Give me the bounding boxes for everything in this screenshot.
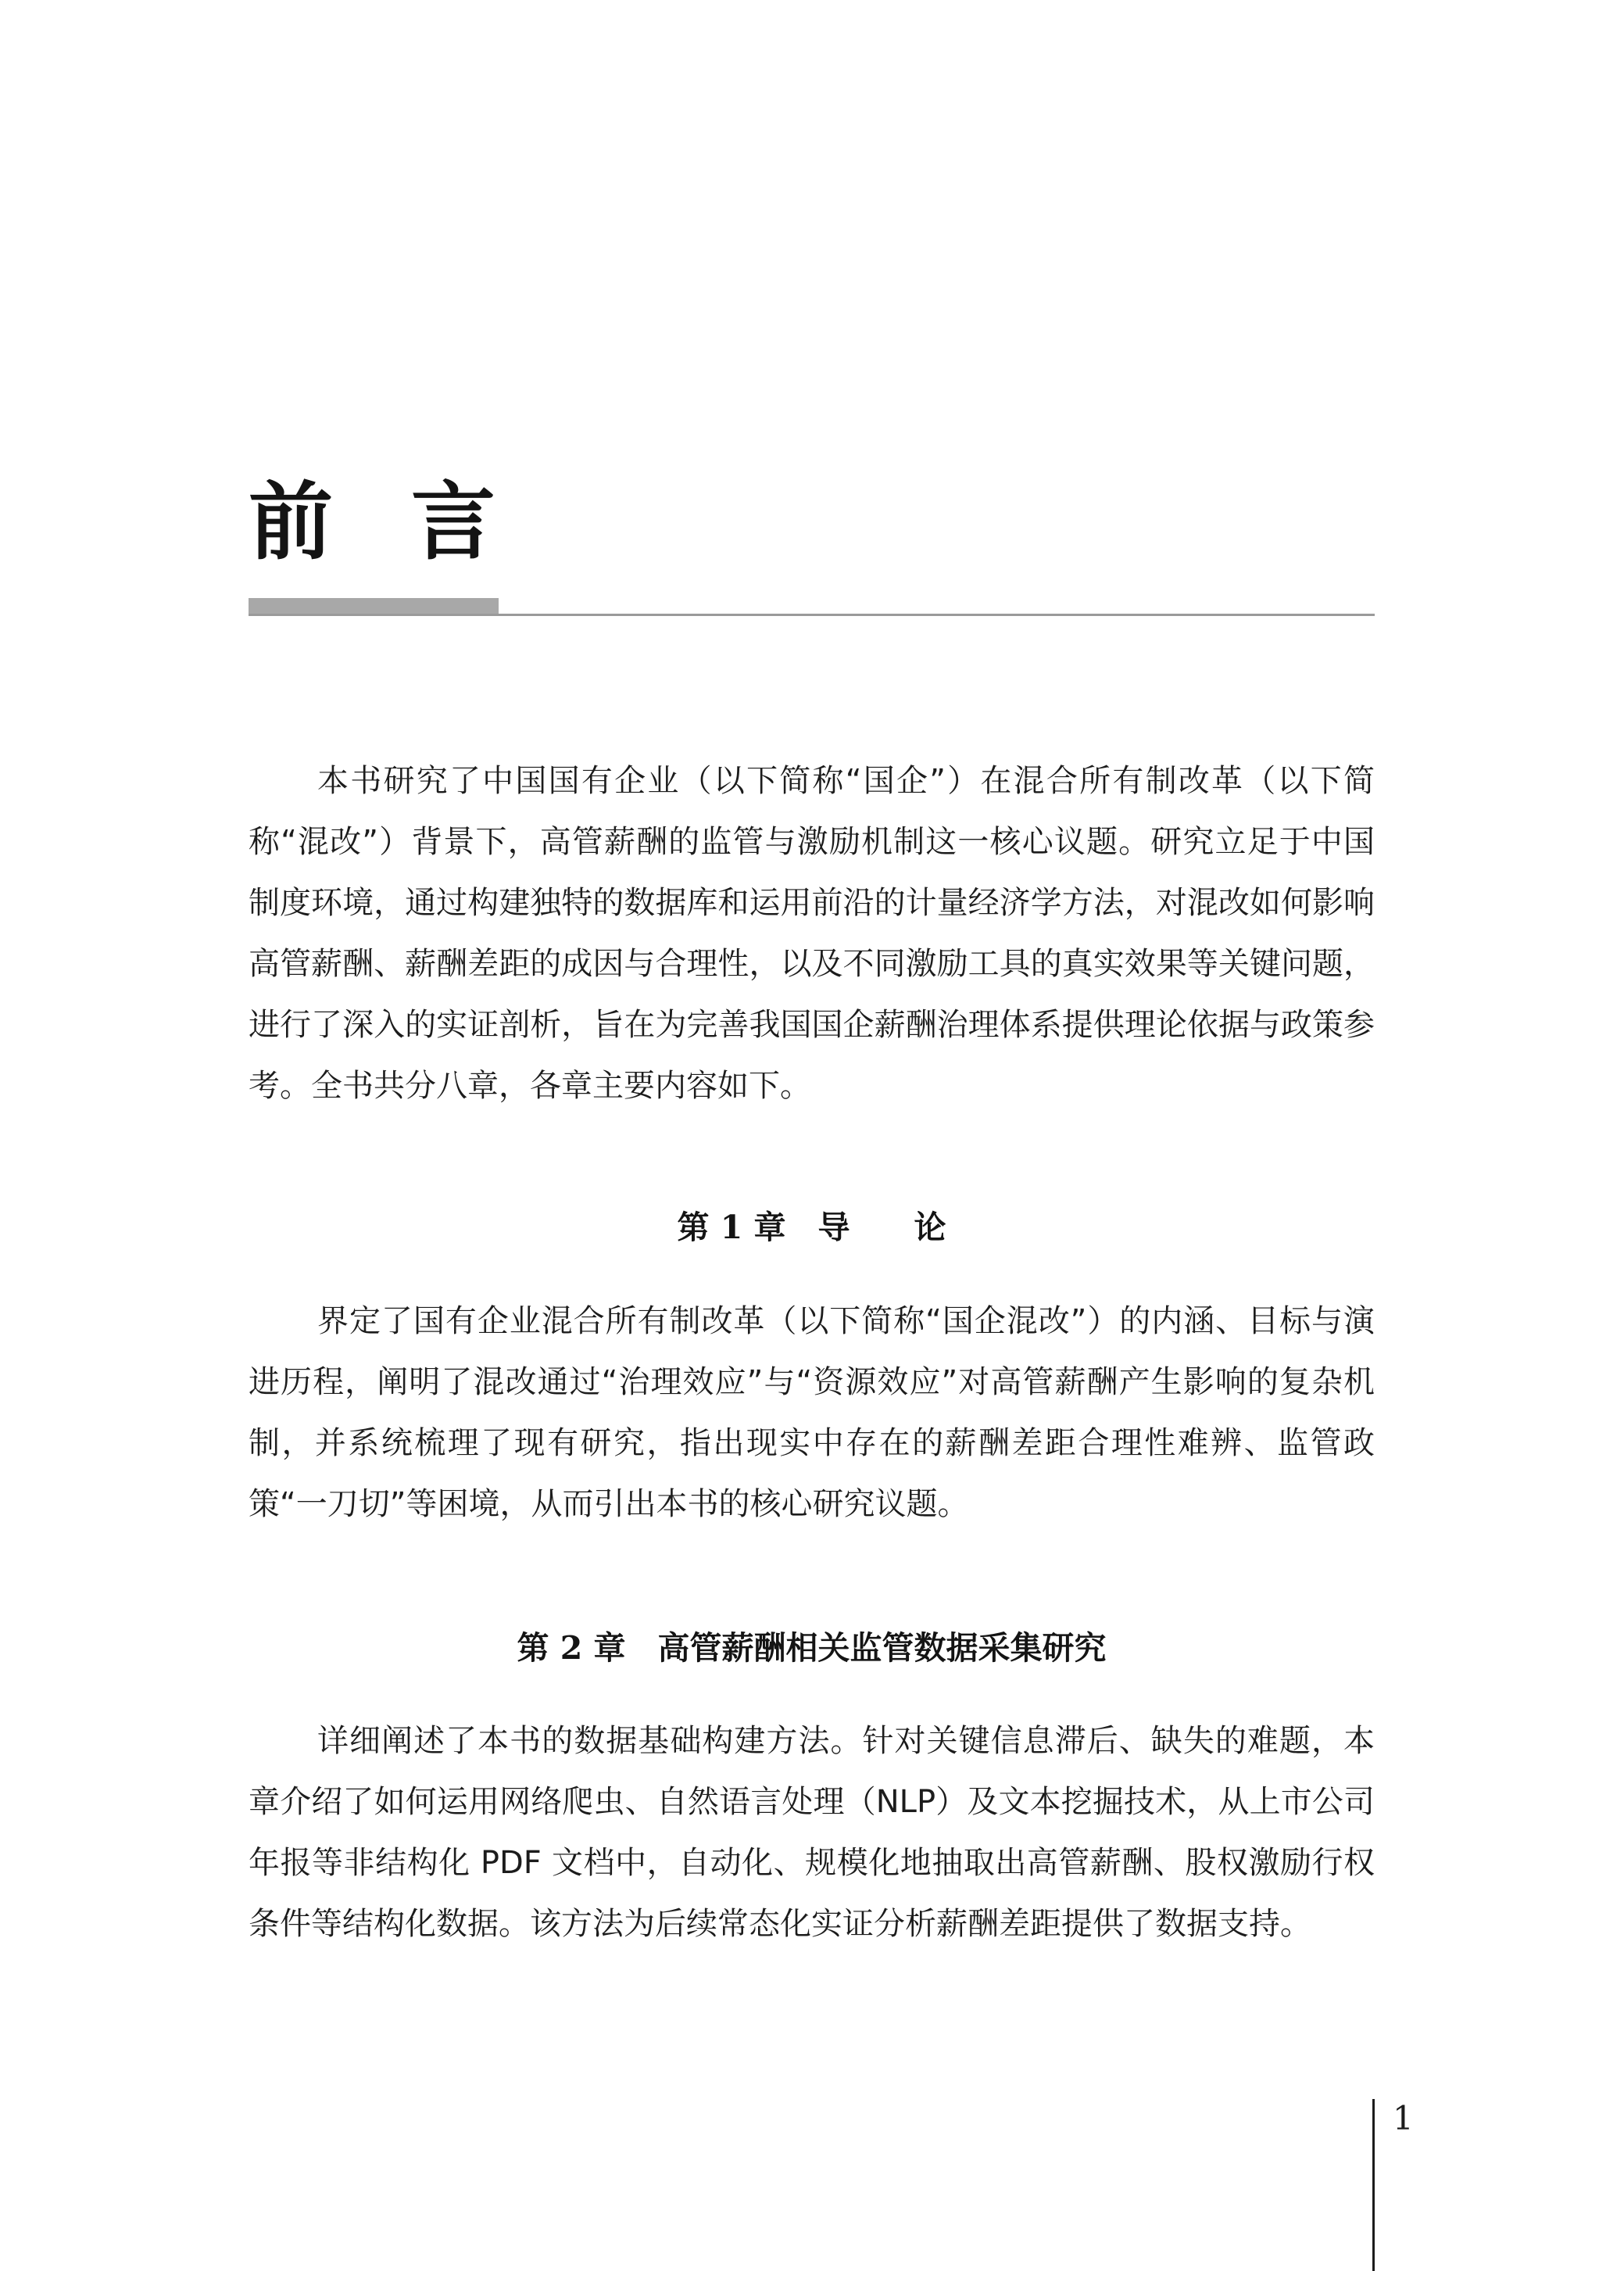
title-underline	[249, 614, 1375, 616]
page-title: 前言	[249, 473, 574, 571]
chapter-2-heading: 第 2 章 高管薪酬相关监管数据采集研究	[517, 1629, 1107, 1667]
page-number-rule	[1372, 2099, 1375, 2271]
title-underline-accent	[249, 598, 499, 614]
chapter-1-heading: 第 1 章 导 论	[677, 1209, 946, 1246]
page-number: 1	[1393, 2099, 1414, 2137]
intro-paragraph: 本书研究了中国国有企业（以下简称“国企”）在混合所有制改革（以下简称“混改”）背景下，高管薪酬的监管与激励机制这一核心议题。研究立足于中国制度环境，通过构建独特的数据库和运用前沿的计量经济学方法，对混改如何影响高管薪酬、薪酬差距的成因与合理性，以及不同激励工具的真实效果等关键问题，进行了深入的实证剖析，旨在为完善我国国企薪酬治理体系提供理论依据与政策参考。全书共分八章，各章主要内容如下。	[249, 763, 1375, 1104]
chapter-2-paragraph: 详细阐述了本书的数据基础构建方法。针对关键信息滞后、缺失的难题，本章介绍了如何运用网络爬虫、自然语言处理（NLP）及文本挖掘技术，从上市公司年报等非结构化 PDF 文档中，自动化、规模化地抽取出高管薪酬、股权激励行权条件等结构化数据。该方法为后续常态化实证分析薪酬差距提供了数据支持。	[249, 1723, 1375, 1942]
chapter-1-paragraph: 界定了国有企业混合所有制改革（以下简称“国企混改”）的内涵、目标与演进历程，阐明了混改通过“治理效应”与“资源效应”对高管薪酬产生影响的复杂机制，并系统梳理了现有研究，指出现实中存在的薪酬差距合理性难辨、监管政策“一刀切”等困境，从而引出本书的核心研究议题。	[249, 1303, 1375, 1522]
